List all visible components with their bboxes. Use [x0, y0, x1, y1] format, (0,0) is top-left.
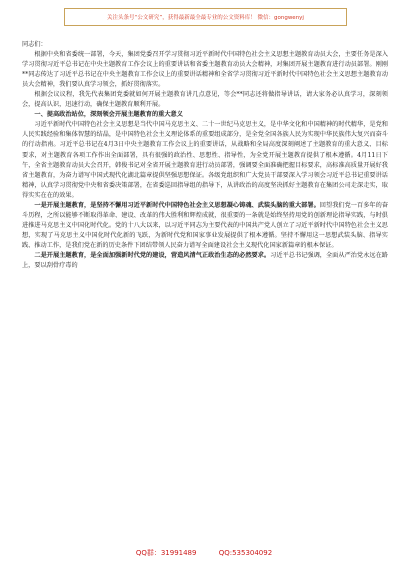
- point-1-lead: 一是开展主题教育，是坚持不懈用习近平新时代中国特色社会主义思想凝心铸魂、武装头脑的重大部署。: [34, 201, 320, 209]
- paragraph-agenda: 根据会议议程，我先代表集团党委就如何开展主题教育讲几点意见，等会**同志还将做指导讲话，请大家务必认真学习，深刻领会，提高认识，迅速行动，确保主题教育顺利开展。: [22, 91, 388, 109]
- promo-banner-text: 关注头条号“公文研究”，获得最新最全最专业的公文资料库！ 微信：gongwenyj: [107, 15, 304, 21]
- footer-qq-group: QQ群：31991489: [135, 549, 197, 557]
- point-2-text: 习近平总书记强调，全面从严治党永远在路上，要以刮骨疗毒的: [22, 251, 388, 270]
- paragraph-significance: 习近平新时代中国特色社会主义思想是当代中国马克思主义、二十一世纪马克思主义，是中华文化和中国精神的时代精华，是党和人民实践经验和集体智慧的结晶，是中国特色社会主义理论体系的重要组成部分，是全党全国各族人民为实现中华民族伟大复兴而奋斗的行动指南。习近平总书记在4月3日中央主题教育工作会议上的重要讲话，从战略和全局高度深刻阐述了主题教育的重大意义、目标要求，对主题教育各项工作作出全面部署，具有很强的政治性、思想性、指导性，为全党开展主题教育提供了根本遵循。4月11日下午，全省主题教育动员大会召开，韩俊书记对全省开展主题教育进行动员部署，强调要全面准确把握目标要求，高标准高质量开展好我省主题教育，为奋力谱写中国式现代化湖北篇章提供坚强思想保证。各级党组织和广大党员干部要深入学习领会习近平总书记重要讲话精神，认真学习贯彻党中央和省委决策部署，在省委巡回指导组的指导下，从讲政治的高度坚决抓好主题教育在集团公司走深走实，取得实实在在的效果。: [22, 121, 388, 199]
- footer-contact: [0, 548, 408, 558]
- paragraph-point-1: [22, 201, 388, 251]
- salutation: 同志们：: [22, 41, 47, 48]
- paragraph-point-2: [22, 251, 388, 271]
- document-body: [22, 40, 388, 271]
- point-2-lead: 二是开展主题教育，是全面加强新时代党的建设，营造风清气正政治生态的必然要求。: [34, 251, 271, 259]
- promo-banner: [64, 8, 347, 26]
- section-heading-1: 一、提高政治站位，深刻领会开展主题教育的重大意义: [34, 111, 183, 119]
- footer-qq: QQ:535304092: [218, 549, 273, 557]
- point-1-text: 回望我们党一百多年的奋斗历程，之所以能够不断取得革命、建设、改革的伟大胜利和辉煌成就，很重要的一条就是始终坚持用党的创新理论指导实践，与时俱进推进马克思主义中国化时代化。党的十八大以来，以习近平同志为主要代表的中国共产党人创立了习近平新时代中国特色社会主义思想，实现了马克思主义中国化时代化新的飞跃，为新时代党和国家事业发展提供了根本遵循。坚持不懈用这一思想武装头脑、指导实践、推动工作，是我们党在新的历史条件下团结带领人民奋力谱写全面建设社会主义现代化国家新篇章的根本保证。: [22, 201, 389, 249]
- paragraph-opening: 根据中央和省委统一部署，今天，集团党委召开学习贯彻习近平新时代中国特色社会主义思想主题教育动员大会，主要任务是深入学习贯彻习近平总书记在中央主题教育工作会议上的重要讲话和省委主题教育动员大会精神，对集团开展主题教育进行动员部署。刚刚**同志传达了习近平总书记在中央主题教育工作会议上的重要讲话精神和全省学习贯彻习近平新时代中国特色社会主义思想主题教育动员大会精神，我们要认真学习领会，抓好贯彻落实。: [22, 51, 388, 89]
